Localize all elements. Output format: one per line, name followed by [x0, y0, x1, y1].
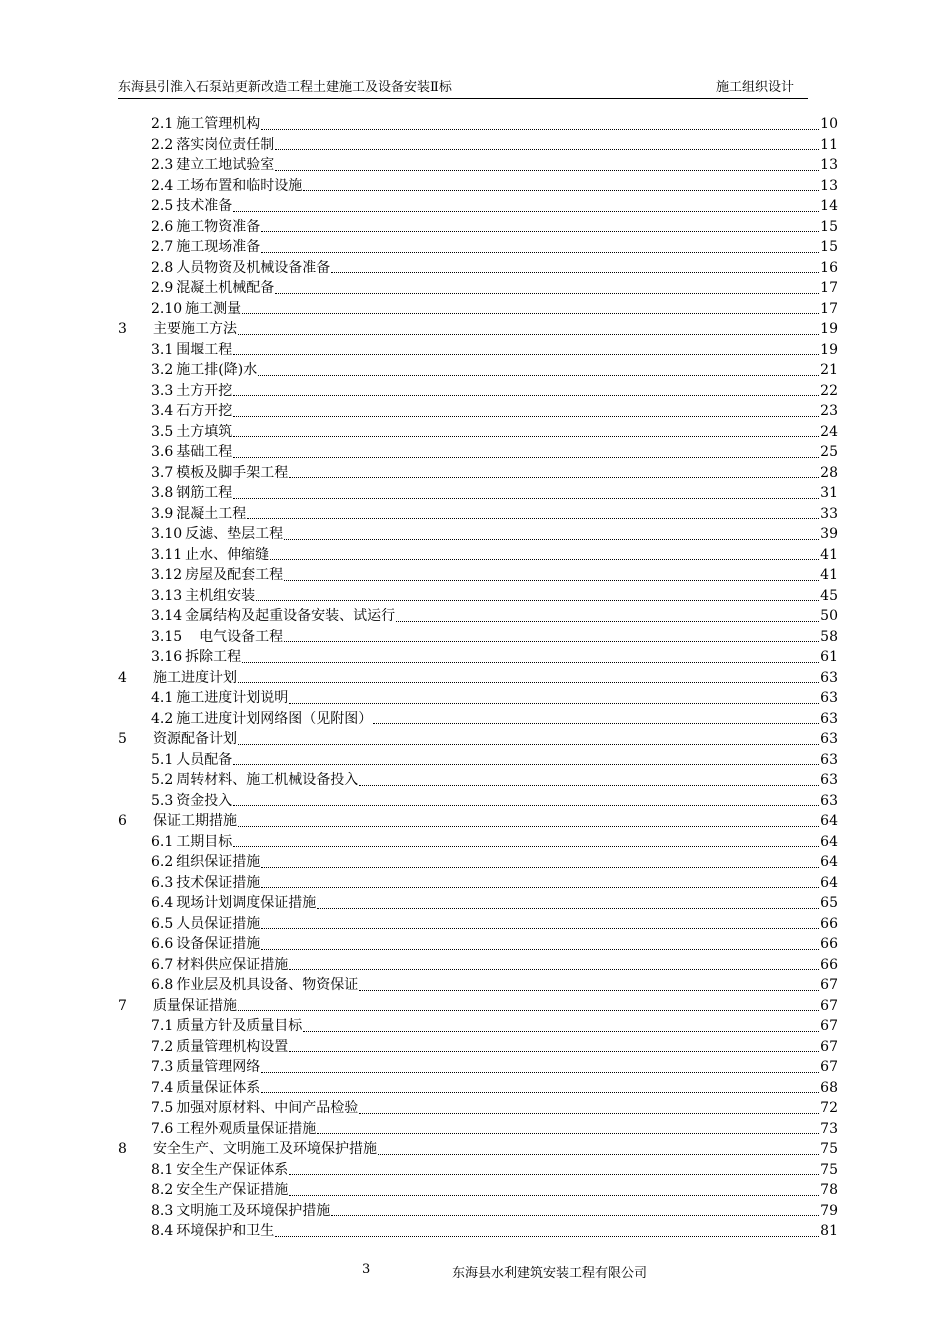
toc-entry-title: 电气设备工程 — [185, 628, 284, 645]
toc-section-entry[interactable] — [118, 1221, 838, 1242]
toc-entry-title: 钢筋工程 — [176, 485, 233, 501]
toc-dot-leader — [261, 231, 819, 232]
toc-dot-leader — [303, 190, 819, 191]
toc-dot-leader — [238, 744, 819, 745]
toc-entry-page: 66 — [820, 915, 838, 932]
toc-entry-number: 3.16 — [151, 649, 183, 665]
toc-entry-number: 3 — [118, 321, 127, 337]
toc-entry-page: 33 — [820, 505, 838, 522]
toc-section-entry[interactable] — [118, 545, 838, 566]
toc-entry-number: 3.11 — [151, 546, 183, 563]
toc-section-entry[interactable] — [118, 483, 838, 504]
toc-dot-leader — [261, 1072, 819, 1073]
toc-entry-number: 3.2 — [151, 362, 174, 378]
toc-section-entry[interactable] — [118, 381, 838, 402]
toc-entry-title: 工程外观质量保证措施 — [176, 1120, 317, 1137]
toc-dot-leader — [373, 723, 819, 724]
toc-dot-leader — [270, 559, 819, 560]
toc-entry-number: 6.4 — [151, 895, 174, 911]
toc-section-entry[interactable] — [118, 196, 838, 217]
toc-dot-leader — [233, 211, 819, 212]
toc-section-entry[interactable] — [118, 750, 838, 771]
toc-entry-title: 主机组安装 — [185, 587, 256, 604]
toc-entry-page: 63 — [820, 772, 838, 788]
toc-dot-leader — [359, 990, 819, 991]
toc-section-entry[interactable] — [118, 278, 838, 299]
toc-entry-title: 施工测量 — [185, 300, 242, 317]
toc-entry-number: 2.8 — [151, 259, 174, 276]
toc-entry-number: 3.14 — [151, 608, 183, 624]
toc-entry-title: 质量保证措施 — [153, 997, 237, 1014]
toc-entry-page: 63 — [820, 669, 838, 686]
toc-chapter-entry[interactable] — [118, 319, 838, 340]
toc-entry-page: 67 — [820, 1059, 838, 1075]
toc-entry-title: 施工进度计划 — [153, 669, 237, 686]
toc-entry-title: 施工物资准备 — [176, 218, 261, 235]
toc-dot-leader — [261, 949, 819, 950]
toc-entry-number: 5.1 — [151, 751, 174, 768]
toc-entry-page: 67 — [820, 977, 838, 993]
toc-entry-number: 2.4 — [151, 177, 174, 194]
toc-entry-page: 67 — [820, 997, 838, 1014]
toc-entry-page: 58 — [820, 628, 838, 645]
toc-entry-page: 72 — [820, 1100, 838, 1116]
toc-entry-number: 2.2 — [151, 136, 174, 153]
toc-entry-page: 22 — [820, 382, 838, 399]
toc-entry-title: 资金投入 — [176, 792, 233, 809]
toc-entry-number: 6.5 — [151, 915, 174, 932]
toc-section-entry[interactable] — [118, 975, 838, 996]
toc-entry-page: 23 — [820, 403, 838, 419]
running-header — [118, 80, 808, 99]
toc-entry-title: 混凝土机械配备 — [176, 280, 275, 296]
toc-section-entry[interactable] — [118, 237, 838, 258]
toc-dot-leader — [289, 703, 819, 704]
toc-dot-leader — [242, 662, 819, 663]
toc-entry-title: 保证工期措施 — [153, 813, 237, 829]
toc-section-entry[interactable] — [118, 873, 838, 894]
toc-dot-leader — [359, 1113, 819, 1114]
toc-entry-number: 2.5 — [151, 198, 174, 214]
toc-section-entry[interactable] — [118, 463, 838, 484]
toc-dot-leader — [258, 375, 819, 376]
toc-entry-title: 金属结构及起重设备安装、试运行 — [185, 608, 396, 624]
toc-section-entry[interactable] — [118, 1160, 838, 1181]
toc-entry-number: 8.4 — [151, 1223, 174, 1239]
toc-section-entry[interactable] — [118, 299, 838, 320]
toc-dot-leader — [238, 334, 819, 335]
toc-entry-number: 3.7 — [151, 464, 174, 481]
toc-entry-title: 拆除工程 — [185, 649, 242, 665]
toc-dot-leader — [275, 170, 819, 171]
toc-entry-page: 41 — [820, 567, 838, 583]
toc-entry-page: 64 — [820, 813, 838, 829]
toc-dot-leader — [303, 1031, 819, 1032]
toc-section-entry[interactable] — [118, 893, 838, 914]
toc-entry-page: 24 — [820, 423, 838, 440]
toc-dot-leader — [378, 1154, 819, 1155]
toc-dot-leader — [289, 1051, 819, 1052]
toc-dot-leader — [233, 395, 819, 396]
toc-section-entry[interactable] — [118, 155, 838, 176]
toc-dot-leader — [242, 313, 819, 314]
table-of-contents — [118, 114, 838, 1242]
toc-entry-number: 3.9 — [151, 505, 174, 522]
toc-section-entry[interactable] — [118, 955, 838, 976]
toc-section-entry[interactable] — [118, 217, 838, 238]
toc-entry-page: 41 — [820, 546, 838, 563]
toc-entry-number: 4 — [118, 669, 127, 686]
toc-dot-leader — [261, 928, 819, 929]
toc-chapter-entry[interactable] — [118, 729, 838, 750]
toc-dot-leader — [233, 498, 819, 499]
toc-entry-number: 2.6 — [151, 218, 174, 235]
toc-entry-number: 3.15 — [151, 628, 183, 645]
toc-entry-number: 3.3 — [151, 382, 174, 399]
toc-entry-number: 3.13 — [151, 587, 183, 604]
toc-entry-page: 64 — [820, 874, 838, 891]
toc-entry-number: 2.3 — [151, 157, 174, 173]
toc-entry-title: 周转材料、施工机械设备投入 — [176, 772, 359, 788]
toc-entry-number: 3.12 — [151, 567, 183, 583]
toc-entry-number: 6.8 — [151, 977, 174, 993]
toc-entry-page: 73 — [820, 1120, 838, 1137]
toc-dot-leader — [275, 1236, 819, 1237]
page-number: 3 — [362, 1262, 371, 1277]
toc-entry-number: 3.8 — [151, 485, 174, 501]
toc-dot-leader — [289, 1195, 819, 1196]
toc-entry-page: 75 — [820, 1141, 838, 1157]
toc-entry-number: 4.2 — [151, 710, 174, 727]
toc-section-entry[interactable] — [118, 647, 838, 668]
toc-chapter-entry[interactable] — [118, 811, 838, 832]
toc-section-entry[interactable] — [118, 360, 838, 381]
toc-entry-page: 17 — [820, 300, 838, 317]
toc-entry-number: 6 — [118, 813, 127, 829]
toc-entry-number: 7.6 — [151, 1120, 174, 1137]
toc-entry-number: 3.6 — [151, 444, 174, 460]
toc-dot-leader — [238, 1010, 819, 1011]
toc-entry-number: 3.1 — [151, 341, 174, 358]
toc-entry-title: 设备保证措施 — [176, 936, 261, 952]
toc-entry-page: 25 — [820, 444, 838, 460]
toc-entry-title: 文明施工及环境保护措施 — [176, 1202, 331, 1219]
toc-entry-number: 2.7 — [151, 239, 174, 255]
toc-entry-page: 68 — [820, 1079, 838, 1096]
toc-dot-leader — [289, 1174, 819, 1175]
toc-section-entry[interactable] — [118, 442, 838, 463]
toc-dot-leader — [275, 149, 819, 150]
toc-dot-leader — [233, 846, 819, 847]
toc-section-entry[interactable] — [118, 1180, 838, 1201]
toc-entry-page: 64 — [820, 854, 838, 870]
toc-entry-number: 5.2 — [151, 772, 174, 788]
toc-entry-title: 安全生产、文明施工及环境保护措施 — [153, 1141, 377, 1157]
toc-dot-leader — [233, 764, 819, 765]
toc-section-entry[interactable] — [118, 401, 838, 422]
toc-entry-title: 围堰工程 — [176, 341, 233, 358]
toc-entry-page: 17 — [820, 280, 838, 296]
toc-dot-leader — [331, 1215, 819, 1216]
toc-entry-number: 7.4 — [151, 1079, 174, 1096]
toc-entry-number: 5 — [118, 731, 127, 747]
toc-dot-leader — [247, 518, 819, 519]
toc-entry-title: 加强对原材料、中间产品检验 — [176, 1100, 359, 1116]
toc-entry-number: 3.4 — [151, 403, 174, 419]
toc-entry-number: 8.3 — [151, 1202, 174, 1219]
toc-section-entry[interactable] — [118, 504, 838, 525]
toc-dot-leader — [261, 887, 819, 888]
toc-entry-number: 8.1 — [151, 1161, 174, 1178]
toc-entry-page: 28 — [820, 464, 838, 481]
toc-section-entry[interactable] — [118, 709, 838, 730]
toc-entry-title: 安全生产保证措施 — [176, 1182, 289, 1198]
toc-section-entry[interactable] — [118, 1057, 838, 1078]
toc-entry-title: 土方填筑 — [176, 423, 233, 440]
toc-entry-number: 7.3 — [151, 1059, 174, 1075]
toc-dot-leader — [238, 826, 819, 827]
toc-entry-number: 5.3 — [151, 792, 174, 809]
toc-entry-page: 15 — [820, 218, 838, 235]
toc-entry-page: 14 — [820, 198, 838, 214]
toc-entry-number: 3.10 — [151, 526, 183, 542]
toc-entry-title: 质量管理机构设置 — [176, 1038, 289, 1055]
toc-entry-number: 6.6 — [151, 936, 174, 952]
toc-entry-title: 落实岗位责任制 — [176, 136, 275, 153]
toc-entry-page: 31 — [820, 485, 838, 501]
toc-section-entry[interactable] — [118, 832, 838, 853]
toc-entry-title: 作业层及机具设备、物资保证 — [176, 977, 359, 993]
toc-dot-leader — [261, 867, 819, 868]
toc-section-entry[interactable] — [118, 524, 838, 545]
toc-entry-title: 施工进度计划网络图（见附图） — [176, 710, 373, 727]
toc-entry-number: 6.7 — [151, 956, 174, 973]
toc-section-entry[interactable] — [118, 340, 838, 361]
toc-entry-title: 基础工程 — [176, 444, 233, 460]
toc-dot-leader — [284, 580, 819, 581]
toc-section-entry[interactable] — [118, 606, 838, 627]
toc-entry-page: 79 — [820, 1202, 838, 1219]
toc-entry-title: 施工现场准备 — [176, 239, 261, 255]
toc-entry-page: 15 — [820, 239, 838, 255]
toc-section-entry[interactable] — [118, 422, 838, 443]
toc-dot-leader — [275, 293, 819, 294]
toc-entry-page: 10 — [820, 116, 838, 132]
toc-dot-leader — [261, 129, 819, 130]
toc-section-entry[interactable] — [118, 135, 838, 156]
toc-section-entry[interactable] — [118, 565, 838, 586]
toc-entry-title: 工期目标 — [176, 833, 233, 850]
toc-dot-leader — [396, 621, 819, 622]
toc-entry-page: 19 — [820, 341, 838, 358]
toc-entry-title: 资源配备计划 — [153, 731, 237, 747]
toc-section-entry[interactable] — [118, 627, 838, 648]
toc-section-entry[interactable] — [118, 1201, 838, 1222]
toc-dot-leader — [233, 354, 819, 355]
toc-entry-page: 63 — [820, 690, 838, 706]
toc-entry-title: 技术准备 — [176, 198, 233, 214]
toc-dot-leader — [317, 1133, 819, 1134]
toc-entry-title: 人员物资及机械设备准备 — [176, 259, 331, 276]
toc-section-entry[interactable] — [118, 852, 838, 873]
toc-dot-leader — [233, 416, 819, 417]
toc-section-entry[interactable] — [118, 1119, 838, 1140]
toc-entry-page: 67 — [820, 1018, 838, 1034]
header-document-type: 施工组织设计 — [715, 80, 794, 95]
footer-company-name: 东海县水利建筑安装工程有限公司 — [452, 1266, 648, 1281]
toc-entry-number: 8.2 — [151, 1182, 174, 1198]
toc-section-entry[interactable] — [118, 586, 838, 607]
toc-section-entry[interactable] — [118, 1016, 838, 1037]
toc-entry-number: 2.10 — [151, 300, 183, 317]
toc-dot-leader — [289, 477, 819, 478]
toc-entry-page: 13 — [820, 157, 838, 173]
toc-entry-page: 11 — [820, 136, 838, 153]
toc-entry-number: 7 — [118, 997, 127, 1014]
toc-entry-number: 6.2 — [151, 854, 174, 870]
toc-entry-title: 质量保证体系 — [176, 1079, 261, 1096]
toc-section-entry[interactable] — [118, 1098, 838, 1119]
toc-entry-page: 66 — [820, 956, 838, 973]
toc-entry-number: 7.2 — [151, 1038, 174, 1055]
toc-chapter-entry[interactable] — [118, 668, 838, 689]
toc-entry-title: 房屋及配套工程 — [185, 567, 284, 583]
toc-entry-title: 施工管理机构 — [176, 116, 261, 132]
toc-entry-page: 39 — [820, 526, 838, 542]
toc-dot-leader — [238, 682, 819, 683]
toc-chapter-entry[interactable] — [118, 996, 838, 1017]
toc-entry-page: 61 — [820, 649, 838, 665]
toc-entry-title: 主要施工方法 — [153, 321, 237, 337]
toc-entry-number: 2.9 — [151, 280, 174, 296]
toc-entry-title: 施工排(降)水 — [176, 362, 258, 378]
toc-section-entry[interactable] — [118, 791, 838, 812]
toc-entry-title: 工场布置和临时设施 — [176, 177, 303, 194]
toc-entry-number: 3.5 — [151, 423, 174, 440]
toc-entry-page: 64 — [820, 833, 838, 850]
toc-dot-leader — [256, 600, 819, 601]
toc-entry-page: 63 — [820, 751, 838, 768]
toc-section-entry[interactable] — [118, 688, 838, 709]
toc-entry-number: 6.3 — [151, 874, 174, 891]
toc-dot-leader — [359, 785, 819, 786]
toc-entry-page: 19 — [820, 321, 838, 337]
toc-entry-title: 组织保证措施 — [176, 854, 261, 870]
toc-entry-page: 67 — [820, 1038, 838, 1055]
toc-section-entry[interactable] — [118, 1078, 838, 1099]
toc-entry-page: 45 — [820, 587, 838, 604]
toc-entry-title: 建立工地试验室 — [176, 157, 275, 173]
toc-entry-page: 81 — [820, 1223, 838, 1239]
toc-dot-leader — [317, 908, 819, 909]
toc-section-entry[interactable] — [118, 176, 838, 197]
toc-entry-page: 50 — [820, 608, 838, 624]
toc-dot-leader — [233, 457, 819, 458]
toc-dot-leader — [261, 1092, 819, 1093]
toc-dot-leader — [233, 805, 819, 806]
toc-entry-number: 6.1 — [151, 833, 174, 850]
toc-entry-title: 质量管理网络 — [176, 1059, 261, 1075]
toc-entry-number: 7.1 — [151, 1018, 174, 1034]
toc-entry-page: 78 — [820, 1182, 838, 1198]
toc-entry-title: 反滤、垫层工程 — [185, 526, 284, 542]
toc-entry-number: 2.1 — [151, 116, 174, 132]
toc-entry-page: 65 — [820, 895, 838, 911]
toc-section-entry[interactable] — [118, 914, 838, 935]
toc-entry-title: 质量方针及质量目标 — [176, 1018, 303, 1034]
toc-entry-page: 66 — [820, 936, 838, 952]
toc-section-entry[interactable] — [118, 1037, 838, 1058]
toc-entry-number: 4.1 — [151, 690, 174, 706]
toc-entry-number: 7.5 — [151, 1100, 174, 1116]
toc-entry-page: 63 — [820, 710, 838, 727]
header-project-title: 东海县引淮入石泵站更新改造工程土建施工及设备安装Ⅱ标 — [118, 80, 452, 95]
toc-entry-page: 75 — [820, 1161, 838, 1178]
toc-dot-leader — [261, 252, 819, 253]
toc-entry-title: 现场计划调度保证措施 — [176, 895, 317, 911]
toc-entry-page: 16 — [820, 259, 838, 276]
toc-section-entry[interactable] — [118, 934, 838, 955]
toc-entry-title: 土方开挖 — [176, 382, 233, 399]
toc-dot-leader — [233, 436, 819, 437]
toc-entry-title: 施工进度计划说明 — [176, 690, 289, 706]
toc-section-entry[interactable] — [118, 114, 838, 135]
toc-entry-title: 环境保护和卫生 — [176, 1223, 275, 1239]
toc-dot-leader — [331, 272, 819, 273]
toc-chapter-entry[interactable] — [118, 1139, 838, 1160]
toc-entry-page: 13 — [820, 177, 838, 194]
toc-entry-title: 混凝土工程 — [176, 505, 247, 522]
toc-entry-title: 材料供应保证措施 — [176, 956, 289, 973]
toc-entry-title: 人员配备 — [176, 751, 233, 768]
toc-entry-title: 模板及脚手架工程 — [176, 464, 289, 481]
toc-dot-leader — [284, 641, 819, 642]
toc-dot-leader — [289, 969, 819, 970]
toc-entry-title: 人员保证措施 — [176, 915, 261, 932]
toc-entry-page: 21 — [820, 362, 838, 378]
toc-entry-title: 技术保证措施 — [176, 874, 261, 891]
toc-entry-title: 止水、伸缩缝 — [185, 546, 270, 563]
toc-entry-page: 63 — [820, 731, 838, 747]
toc-entry-title: 安全生产保证体系 — [176, 1161, 289, 1178]
toc-section-entry[interactable] — [118, 258, 838, 279]
toc-entry-page: 63 — [820, 792, 838, 809]
toc-dot-leader — [284, 539, 819, 540]
toc-section-entry[interactable] — [118, 770, 838, 791]
toc-entry-title: 石方开挖 — [176, 403, 233, 419]
toc-entry-number: 8 — [118, 1141, 127, 1157]
